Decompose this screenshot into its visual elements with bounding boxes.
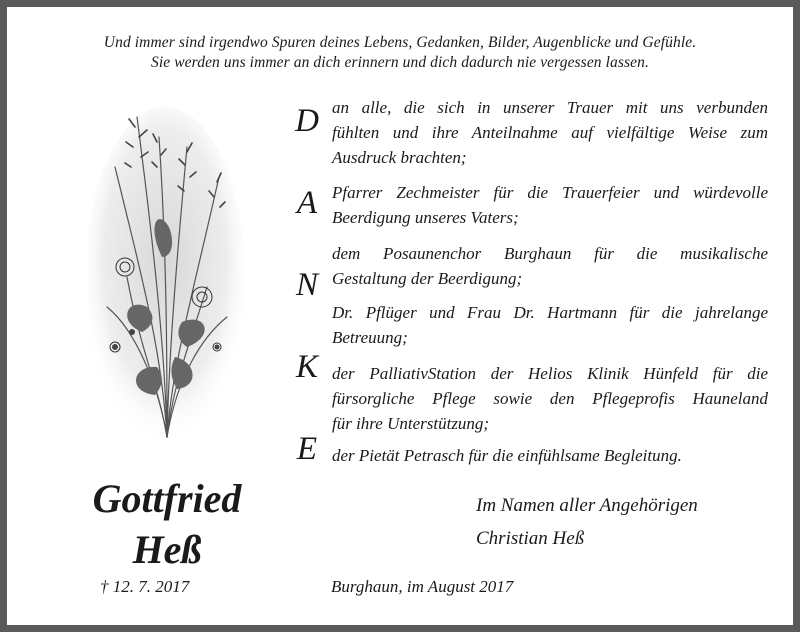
- thanks-line: Dr. Pflüger und Frau Dr. Hartmann für die jahrelange: [332, 303, 768, 322]
- thanks-line: an alle, die sich in unserer Trauer mit uns verbunden: [332, 98, 768, 117]
- thanks-line: dem Posaunenchor Burghaun für die musikalische: [332, 244, 768, 263]
- thanks-line: Gestaltung der Beerdigung;: [332, 269, 523, 288]
- motto: [7, 33, 793, 73]
- signature-name: Christian Heß: [476, 528, 585, 549]
- deceased-first-name: Gottfried: [92, 476, 242, 521]
- signature-line: Im Namen aller Angehörigen: [476, 495, 698, 516]
- thanks-line: fürsorgliche Pflege sowie den Pflegeprofis Hauneland: [332, 389, 768, 408]
- thanks-line: für ihre Unterstützung;: [332, 414, 490, 433]
- thanks-line: der PalliativStation der Helios Klinik Hünfeld für die: [332, 364, 768, 383]
- danke-letter-n: N: [295, 267, 318, 303]
- thanks-paragraph: [332, 95, 768, 170]
- thanks-paragraph: [332, 300, 768, 350]
- motto-line: Und immer sind irgendwo Spuren deines Lebens, Gedanken, Bilder, Augenblicke und Gefühle.: [103, 34, 697, 51]
- thanks-paragraph: [332, 241, 768, 291]
- thanks-paragraph: [332, 443, 768, 468]
- death-date: † 12. 7. 2017: [100, 577, 190, 596]
- danke-letter-a: A: [296, 185, 318, 221]
- danke-letter-k: K: [295, 349, 318, 385]
- danke-letter-e: E: [296, 431, 318, 467]
- deceased-last-name: Heß: [132, 527, 202, 572]
- motto-line: Sie werden uns immer an dich erinnern und dich dadurch nie vergessen lassen.: [151, 54, 649, 71]
- grass-bouquet-illustration: [87, 107, 247, 447]
- thanks-line: Ausdruck brachten;: [332, 148, 467, 167]
- thanks-line: Beerdigung unseres Vaters;: [332, 208, 519, 227]
- thanks-paragraph: [332, 180, 768, 230]
- thanks-line: Pfarrer Zechmeister für die Trauerfeier und würdevolle: [332, 183, 768, 202]
- thanks-paragraph: [332, 361, 768, 436]
- thanks-line: Betreuung;: [332, 328, 408, 347]
- thanks-line: fühlten und ihre Anteilnahme auf vielfältige Weise zum: [332, 123, 768, 142]
- thanks-line: der Pietät Petrasch für die einfühlsame Begleitung.: [332, 446, 682, 465]
- danke-letter-d: D: [295, 103, 319, 139]
- place-date: Burghaun, im August 2017: [331, 577, 514, 596]
